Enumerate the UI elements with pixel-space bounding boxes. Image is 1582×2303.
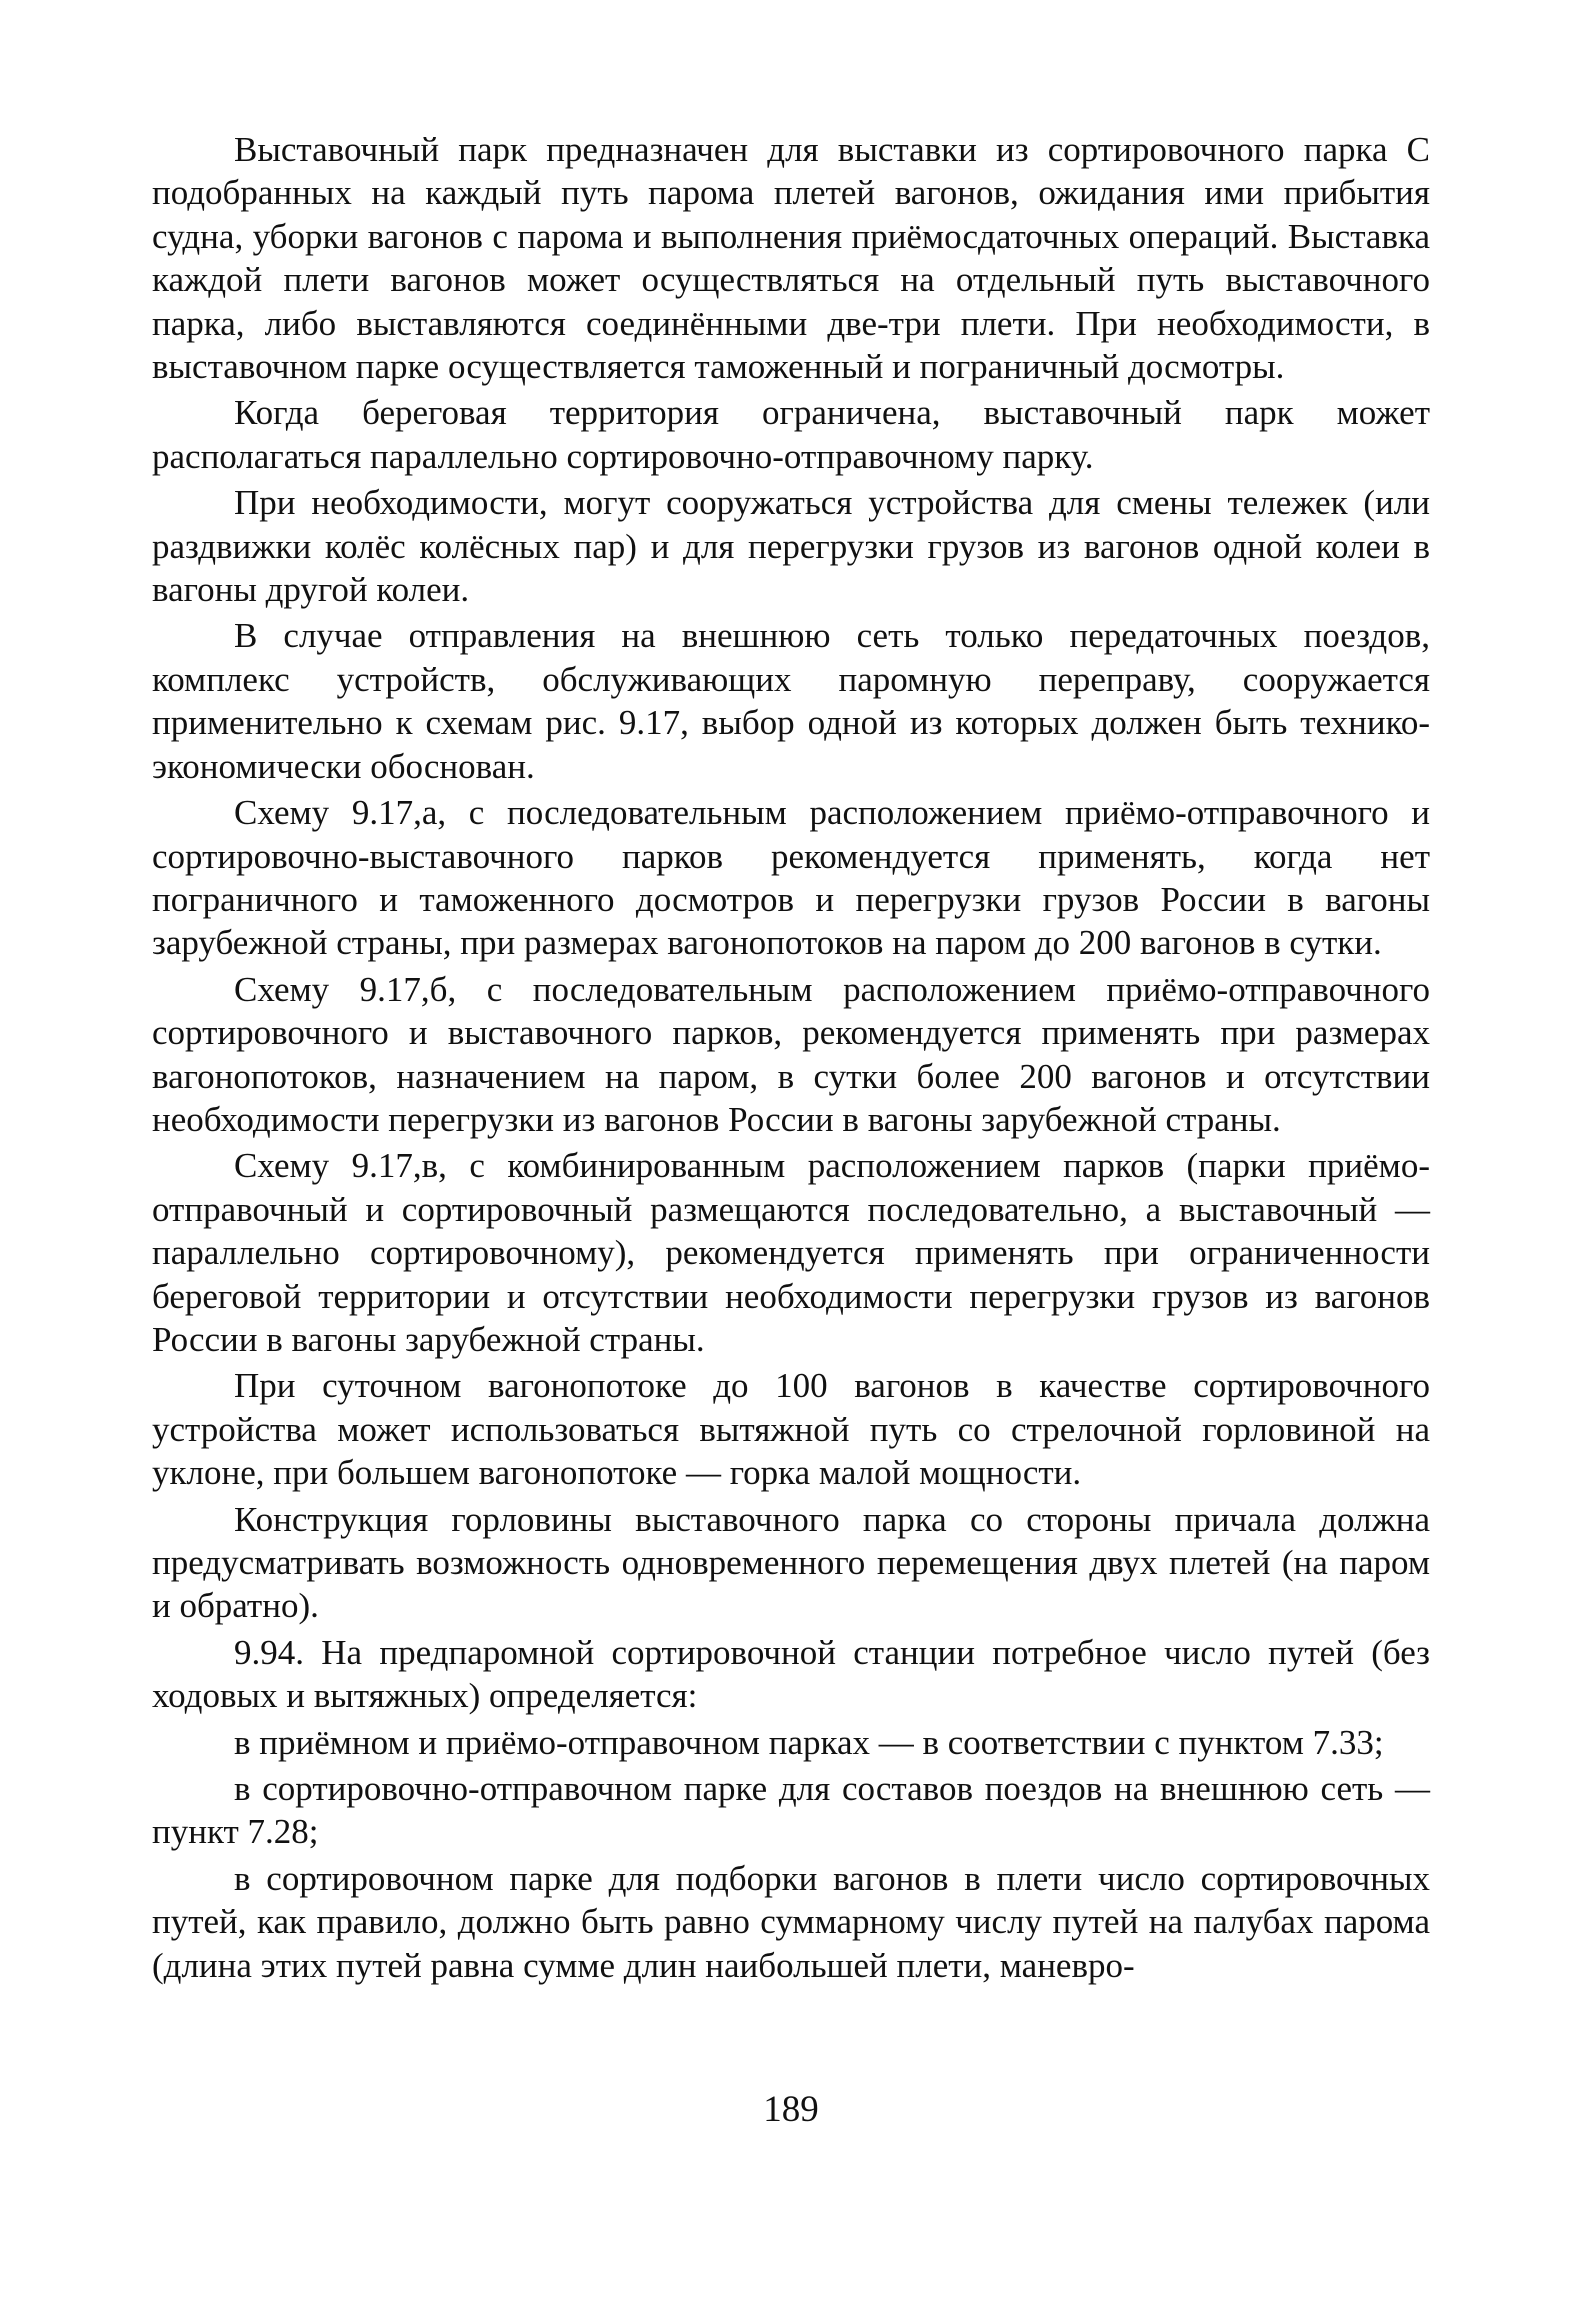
paragraph-sorting-departure-park: в сортировочно-отправочном парке для составов поездов на внешнюю сеть — пункт 7.28; <box>152 1769 1430 1852</box>
paragraph-receiving-parks: в приёмном и приёмо-отправочном парках — в соответствии с пунктом 7.33; <box>234 1722 1384 1762</box>
paragraph-throat-design: Конструкция горловины выставочного парка со стороны причала должна предусматривать возможность одновременного перемещения двух плетей (на паром и обратно). <box>152 1499 1430 1626</box>
paragraph-coastal-territory: Когда береговая территория ограничена, выставочный парк может располагаться параллельно сортировочно-отправочному парку. <box>152 393 1430 476</box>
paragraph-transfer-trains: В случае отправления на внешнюю сеть только передаточных поездов, комплекс устройств, обслуживающих паромную переправу, сооружается применительно к схемам рис. 9.17, выбор одной из которых должен быть технико-экономически обоснован. <box>152 616 1430 786</box>
paragraph-exhibition-park: Выставочный парк предназначен для выставки из сортировочного парка С подобранных на каждый путь парома плетей вагонов, ожидания ими прибытия судна, уборки вагонов с парома и выполнения приёмосдаточных операций. Выставка каждой плети вагонов может осуществляться на отдельный путь выставочного парка, либо выставляются соединёнными две-три плети. При необходимости, в выставочном парке осуществляется таможенный и пограничный досмотры. <box>152 130 1430 387</box>
paragraph-scheme-a: Схему 9.17,а, с последовательным расположением приёмо-отправочного и сортировочно-выставочного парков рекомендуется применять, когда нет пограничного и таможенного досмотров и перегрузки грузов России в вагоны зарубежной страны, при размерах вагонопотоков на паром до 200 вагонов в сутки. <box>152 793 1430 963</box>
paragraph-scheme-b: Схему 9.17,б, с последовательным расположением приёмо-отправочного сортировочного и выставочного парков, рекомендуется применять при размерах вагонопотоков, назначением на паром, в сутки более 200 вагонов и отсутствии необходимости перегрузки из вагонов России в вагоны зарубежной страны. <box>152 969 1430 1139</box>
page-number: 189 <box>763 2089 819 2130</box>
paragraph-section-9-94: 9.94. На предпаромной сортировочной станции потребное число путей (без ходовых и вытяжных) определяется: <box>152 1632 1430 1716</box>
paragraph-daily-flow: При суточном вагонопотоке до 100 вагонов в качестве сортировочного устройства может использоваться вытяжной путь со стрелочной горловиной на уклоне, при большем вагонопотоке — горка малой мощности. <box>152 1366 1430 1493</box>
paragraph-sorting-park: в сортировочном парке для подборки вагонов в плети число сортировочных путей, как правило, должно быть равно суммарному числу путей на палубах парома (длина этих путей равна сумме длин наибольшей плети, маневро- <box>152 1858 1430 1985</box>
paragraph-scheme-c: Схему 9.17,в, с комбинированным расположением парков (парки приёмо-отправочный и сортировочный размещаются последовательно, а выставочный — параллельно сортировочному), рекомендуется применять при ограниченности береговой территории и отсутствии необходимости перегрузки грузов из вагонов России в вагоны зарубежной страны. <box>152 1146 1430 1359</box>
page-body <box>152 128 1430 1990</box>
paragraph-bogie-exchange: При необходимости, могут сооружаться устройства для смены тележек (или раздвижки колёс колёсных пар) и для перегрузки грузов из вагонов одной колеи в вагоны другой колеи. <box>152 483 1430 610</box>
